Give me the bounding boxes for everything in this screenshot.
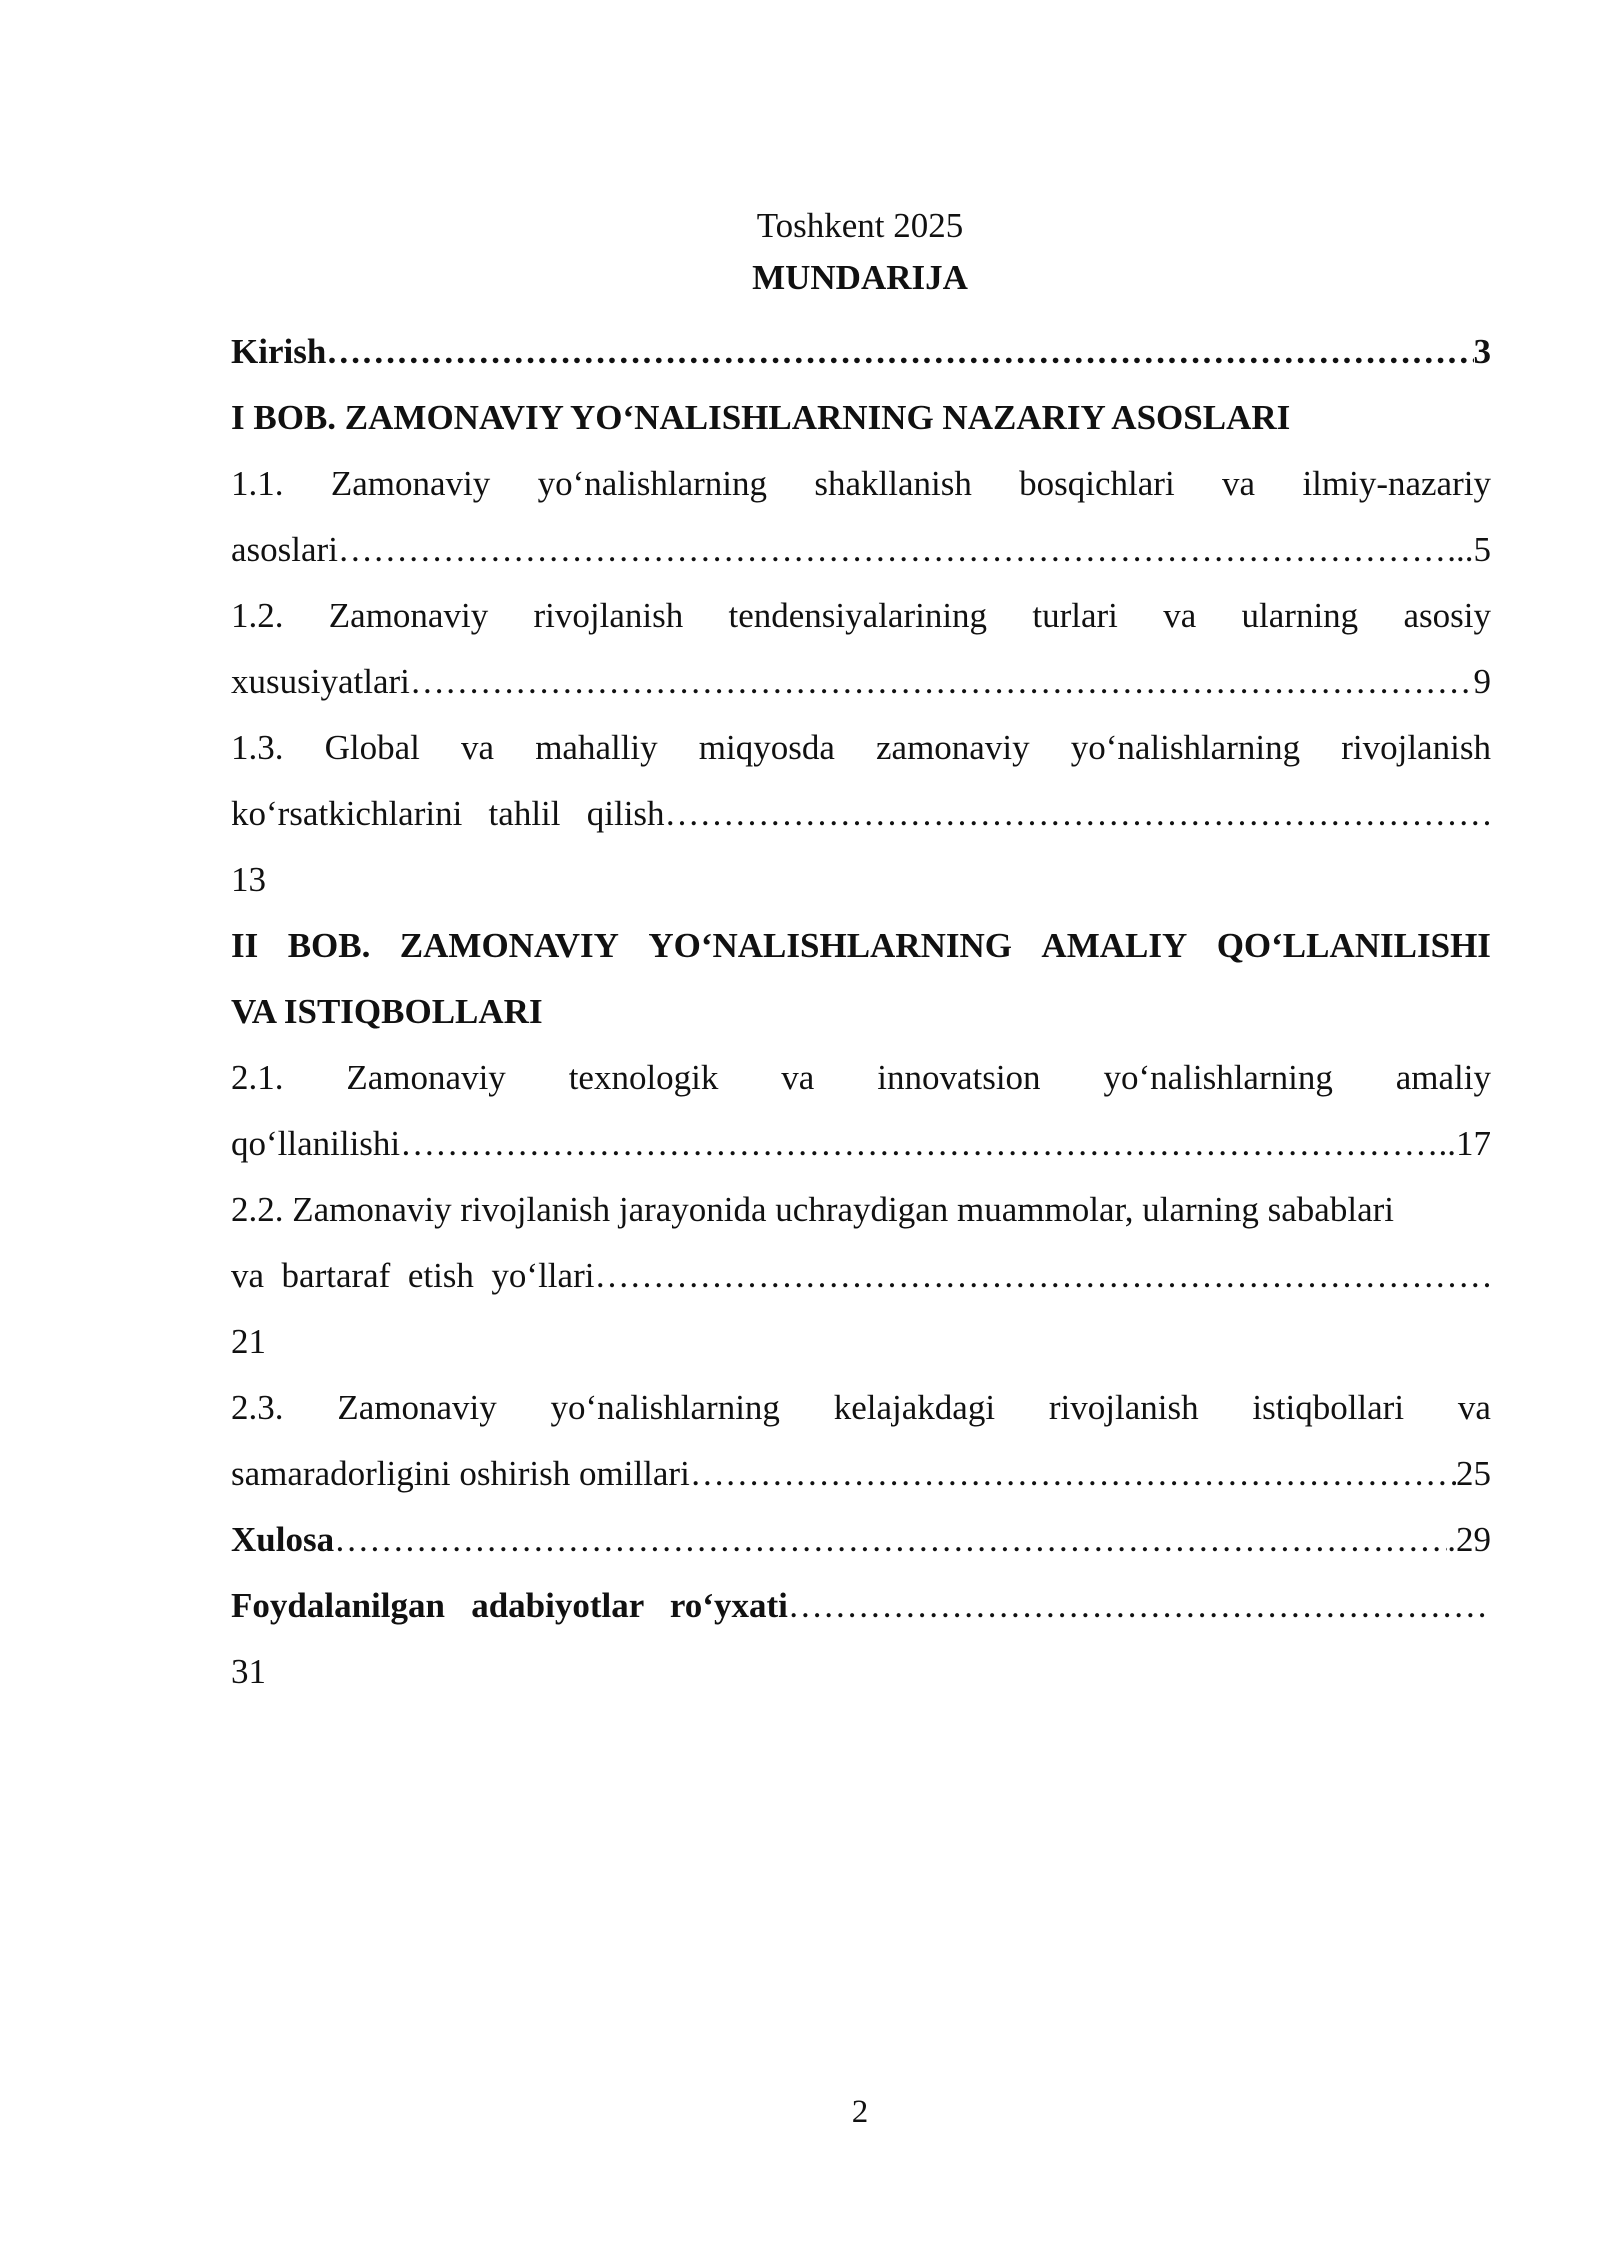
toc-word: AMALIY — [1041, 926, 1188, 965]
toc-entry-label: va bartaraf etish yo‘llari — [231, 1256, 595, 1295]
leader-dots — [338, 517, 1447, 583]
leader-dots — [690, 1441, 1456, 1507]
toc-entry-2-3-line1[interactable] — [231, 1375, 1491, 1441]
toc-word: 2.1. — [231, 1058, 284, 1097]
table-of-contents — [231, 319, 1491, 1705]
toc-page-number: ...5 — [1447, 530, 1491, 569]
toc-word: yo‘nalishlarning — [1070, 728, 1301, 767]
toc-entry-1-2-line1[interactable] — [231, 583, 1491, 649]
toc-word: Global — [324, 728, 420, 767]
toc-page-number: .29 — [1447, 1520, 1491, 1559]
toc-word: va — [1163, 596, 1197, 635]
toc-word: 1.1. — [231, 464, 284, 503]
toc-word: rivojlanish — [1341, 728, 1491, 767]
toc-word: turlari — [1032, 596, 1118, 635]
toc-page-number: 3 — [1473, 332, 1491, 371]
toc-entry-label: Xulosa — [231, 1520, 335, 1559]
toc-word: II — [231, 926, 259, 965]
toc-page-number: ..17 — [1438, 1124, 1491, 1163]
toc-word: bosqichlari — [1019, 464, 1175, 503]
toc-word: va — [1457, 1388, 1491, 1427]
toc-entry-1-2-line2[interactable] — [231, 649, 1491, 715]
leader-dots — [400, 1111, 1438, 1177]
toc-word: rivojlanish — [533, 596, 684, 635]
toc-entry-intro[interactable] — [231, 319, 1491, 385]
toc-word: Zamonaviy — [328, 596, 489, 635]
toc-word: asosiy — [1403, 596, 1491, 635]
toc-word: YO‘NALISHLARNING — [648, 926, 1012, 965]
toc-word: 1.3. — [231, 728, 284, 767]
toc-entry-label: qo‘llanilishi — [231, 1124, 401, 1163]
leader-dots — [410, 649, 1474, 715]
toc-word: tendensiyalarining — [728, 596, 988, 635]
toc-word: va — [1222, 464, 1256, 503]
toc-entry-label: xususiyatlari — [231, 662, 410, 701]
toc-entry-2-2-line2[interactable] — [231, 1243, 1491, 1309]
toc-word: Zamonaviy — [346, 1058, 506, 1097]
toc-entry-label: samaradorligini oshirish omillari — [231, 1454, 690, 1493]
toc-word: yo‘nalishlarning — [550, 1388, 780, 1427]
toc-word: Zamonaviy — [330, 464, 491, 503]
toc-entry-2-1-line1[interactable] — [231, 1045, 1491, 1111]
toc-chapter-2-line1[interactable] — [231, 913, 1491, 979]
toc-word: miqyosda — [698, 728, 835, 767]
toc-entry-label: Foydalanilgan adabiyotlar ro‘yxati — [231, 1586, 788, 1625]
toc-entry-1-3-line1[interactable] — [231, 715, 1491, 781]
toc-word: istiqbollari — [1252, 1388, 1405, 1427]
toc-word: zamonaviy — [876, 728, 1030, 767]
toc-heading: MUNDARIJA — [752, 258, 968, 297]
toc-chapter-1[interactable]: I BOB. ZAMONAVIY YO‘NALISHLARNING NAZARIY ASOSLARI — [231, 398, 1291, 437]
toc-entry-1-1-line2[interactable] — [231, 517, 1491, 583]
toc-word: Zamonaviy — [337, 1388, 497, 1427]
toc-entry-conclusion[interactable] — [231, 1507, 1491, 1573]
toc-word: shakllanish — [814, 464, 972, 503]
toc-word: QO‘LLANILISHI — [1216, 926, 1491, 965]
toc-word: rivojlanish — [1048, 1388, 1199, 1427]
leader-dots — [326, 319, 1473, 385]
toc-entry-1-3-line2[interactable] — [231, 781, 1491, 847]
toc-entry-2-2-line1[interactable]: 2.2. Zamonaviy rivojlanish jarayonida uchraydigan muammolar, ularning sabablari — [231, 1190, 1394, 1229]
toc-word: 2.3. — [231, 1388, 284, 1427]
toc-word: mahalliy — [535, 728, 658, 767]
toc-entry-2-1-line2[interactable] — [231, 1111, 1491, 1177]
toc-chapter-2-line2[interactable]: VA ISTIQBOLLARI — [231, 992, 543, 1031]
toc-entry-label: asoslari — [231, 530, 338, 569]
toc-page-number: 9 — [1473, 662, 1491, 701]
toc-word: yo‘nalishlarning — [1103, 1058, 1333, 1097]
toc-word: va — [461, 728, 495, 767]
toc-word: ZAMONAVIY — [399, 926, 619, 965]
toc-word: yo‘nalishlarning — [537, 464, 767, 503]
page-number: 2 — [851, 2094, 869, 2130]
toc-page-number: 25 — [1456, 1454, 1491, 1493]
toc-word: texnologik — [568, 1058, 719, 1097]
leader-dots — [594, 1243, 1491, 1309]
toc-entry-references[interactable] — [231, 1573, 1491, 1639]
toc-entry-1-1-line1[interactable] — [231, 451, 1491, 517]
toc-word: ilmiy-nazariy — [1302, 464, 1491, 503]
toc-word: innovatsion — [877, 1058, 1041, 1097]
leader-dots — [665, 781, 1491, 847]
toc-page-number[interactable]: 21 — [231, 1322, 266, 1361]
leader-dots — [334, 1507, 1447, 1573]
toc-page-number[interactable]: 31 — [231, 1652, 266, 1691]
toc-entry-label: ko‘rsatkichlarini tahlil qilish — [231, 794, 665, 833]
toc-word: ularning — [1241, 596, 1359, 635]
toc-word: va — [781, 1058, 815, 1097]
toc-word: kelajakdagi — [833, 1388, 996, 1427]
toc-page-number[interactable]: 13 — [231, 860, 266, 899]
toc-word: BOB. — [287, 926, 371, 965]
toc-word: amaliy — [1395, 1058, 1491, 1097]
toc-entry-2-3-line2[interactable] — [231, 1441, 1491, 1507]
toc-word: 1.2. — [231, 596, 284, 635]
city-year: Toshkent 2025 — [756, 206, 964, 245]
leader-dots — [788, 1573, 1491, 1639]
toc-entry-label: Kirish — [231, 332, 327, 371]
